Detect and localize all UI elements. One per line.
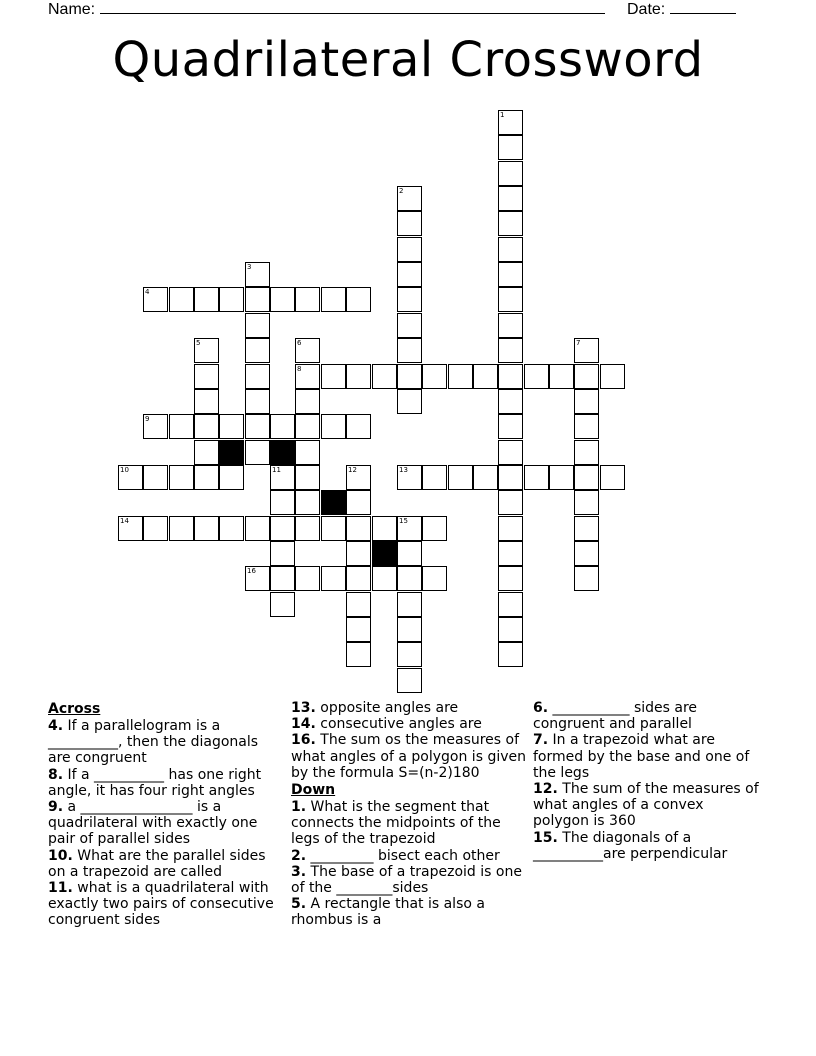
grid-cell[interactable] [498, 389, 523, 414]
grid-cell[interactable] [498, 110, 523, 135]
clue-item [48, 799, 284, 848]
grid-cell[interactable] [498, 516, 523, 541]
grid-cell[interactable] [372, 566, 397, 591]
grid-cell[interactable] [498, 186, 523, 211]
clue-text: In a trapezoid what are formed by the base and one of the legs [533, 732, 750, 781]
grid-cell[interactable] [498, 592, 523, 617]
grid-cell[interactable] [397, 364, 422, 389]
clue-item [291, 848, 527, 864]
grid-cell[interactable] [498, 262, 523, 287]
clue-text: If a parallelogram is a __________, then the diagonals are congruent [48, 718, 259, 767]
grid-cell[interactable] [372, 516, 397, 541]
clue-number: 12. [533, 781, 558, 798]
grid-cell[interactable] [473, 364, 498, 389]
grid-cell[interactable] [397, 313, 422, 338]
grid-cell[interactable] [245, 338, 270, 363]
grid-cell[interactable] [397, 262, 422, 287]
grid-cell[interactable] [422, 465, 447, 490]
clue-text: What is the segment that connects the midpoints of the legs of the trapezoid [291, 799, 501, 848]
grid-cell[interactable] [422, 566, 447, 591]
grid-cell[interactable] [270, 566, 295, 591]
clue-list-down-2 [533, 700, 763, 862]
clue-number: 16. [291, 732, 316, 749]
clue-item [533, 700, 763, 732]
grid-cell[interactable] [219, 465, 244, 490]
grid-cell[interactable] [245, 287, 270, 312]
grid-cell[interactable] [397, 465, 422, 490]
grid-cell[interactable] [194, 389, 219, 414]
grid-cell[interactable] [498, 414, 523, 439]
clue-item [48, 848, 284, 880]
grid-cell[interactable] [524, 465, 549, 490]
grid-cell[interactable] [346, 287, 371, 312]
grid-cell[interactable] [498, 642, 523, 667]
clue-item [533, 781, 763, 830]
grid-cell[interactable] [498, 135, 523, 160]
grid-cell[interactable] [245, 414, 270, 439]
grid-cell[interactable] [194, 440, 219, 465]
grid-cell[interactable] [498, 237, 523, 262]
black-square [270, 440, 295, 465]
grid-cell[interactable] [346, 465, 371, 490]
grid-cell[interactable] [219, 414, 244, 439]
grid-cell[interactable] [397, 186, 422, 211]
grid-cell[interactable] [245, 313, 270, 338]
grid-cell[interactable] [143, 287, 168, 312]
grid-cell[interactable] [321, 364, 346, 389]
grid-cell[interactable] [295, 490, 320, 515]
clue-number: 3. [291, 863, 307, 880]
clue-text: If a __________ has one right angle, it has four right angles [48, 766, 262, 799]
clue-text: The sum of the measures of what angles of a convex polygon is 360 [533, 781, 759, 830]
clue-text: The sum os the measures of what angles of a polygon is given by the formula S=(n-2)180 [291, 732, 526, 781]
clue-number-label: 10 [120, 466, 129, 474]
grid-cell[interactable] [169, 414, 194, 439]
clue-number: 1. [291, 799, 307, 816]
grid-cell[interactable] [245, 440, 270, 465]
grid-cell[interactable] [143, 516, 168, 541]
name-label: Name: [48, 1, 96, 18]
grid-cell[interactable] [346, 490, 371, 515]
clue-number-label: 2 [399, 187, 404, 195]
clue-text: A rectangle that is also a rhombus is a [291, 896, 485, 929]
grid-cell[interactable] [574, 490, 599, 515]
clue-item [291, 864, 527, 896]
grid-cell[interactable] [397, 617, 422, 642]
grid-cell[interactable] [397, 237, 422, 262]
clue-number: 9. [48, 799, 64, 816]
grid-cell[interactable] [397, 642, 422, 667]
clue-number: 13. [291, 700, 316, 716]
grid-cell[interactable] [194, 364, 219, 389]
grid-cell[interactable] [600, 465, 625, 490]
grid-cell[interactable] [397, 592, 422, 617]
clue-number: 7. [533, 732, 549, 749]
clue-number-label: 9 [145, 415, 150, 423]
clue-item [291, 716, 527, 732]
grid-cell[interactable] [194, 516, 219, 541]
grid-cell[interactable] [169, 465, 194, 490]
grid-cell[interactable] [194, 414, 219, 439]
clue-number: 6. [533, 700, 549, 716]
clue-text: What are the parallel sides on a trapezoid are called [48, 847, 266, 880]
grid-cell[interactable] [245, 566, 270, 591]
grid-cell[interactable] [372, 364, 397, 389]
grid-cell[interactable] [321, 516, 346, 541]
grid-cell[interactable] [397, 566, 422, 591]
grid-cell[interactable] [219, 516, 244, 541]
grid-cell[interactable] [346, 516, 371, 541]
grid-cell[interactable] [169, 287, 194, 312]
grid-cell[interactable] [295, 414, 320, 439]
clues-column-1 [48, 700, 284, 929]
clue-item [533, 830, 763, 862]
clue-number-label: 4 [145, 288, 150, 296]
clue-number-label: 5 [196, 339, 201, 347]
grid-cell[interactable] [295, 287, 320, 312]
clue-number-label: 13 [399, 466, 408, 474]
clues-column-2 [291, 700, 527, 929]
grid-cell[interactable] [498, 541, 523, 566]
grid-cell[interactable] [397, 516, 422, 541]
clue-number-label: 1 [500, 111, 505, 119]
black-square [372, 541, 397, 566]
grid-cell[interactable] [295, 465, 320, 490]
grid-cell[interactable] [574, 338, 599, 363]
clue-text: The base of a trapezoid is one of the ________sides [291, 863, 522, 897]
grid-cell[interactable] [448, 364, 473, 389]
grid-cell[interactable] [270, 541, 295, 566]
grid-cell[interactable] [346, 617, 371, 642]
grid-cell[interactable] [498, 465, 523, 490]
grid-cell[interactable] [574, 364, 599, 389]
grid-cell[interactable] [574, 414, 599, 439]
grid-cell[interactable] [397, 668, 422, 693]
clue-number: 10. [48, 847, 73, 864]
grid-cell[interactable] [245, 364, 270, 389]
grid-cell[interactable] [574, 541, 599, 566]
grid-cell[interactable] [473, 465, 498, 490]
across-heading: Across [48, 701, 101, 717]
clue-number: 14. [291, 716, 316, 733]
clue-text: consecutive angles are [315, 716, 482, 733]
grid-cell[interactable] [397, 389, 422, 414]
clue-list-down-1 [291, 799, 527, 929]
grid-cell[interactable] [346, 364, 371, 389]
down-heading: Down [291, 782, 336, 799]
page-title: Quadrilateral Crossword [112, 32, 704, 88]
grid-cell[interactable] [498, 287, 523, 312]
grid-cell[interactable] [219, 287, 244, 312]
clues-column-3 [533, 700, 763, 862]
grid-cell[interactable] [143, 414, 168, 439]
grid-cell[interactable] [295, 566, 320, 591]
grid-cell[interactable] [295, 364, 320, 389]
grid-cell[interactable] [448, 465, 473, 490]
clue-item [291, 700, 527, 716]
grid-cell[interactable] [295, 440, 320, 465]
grid-cell[interactable] [245, 389, 270, 414]
clue-number: 2. [291, 847, 307, 864]
grid-cell[interactable] [574, 566, 599, 591]
grid-cell[interactable] [194, 338, 219, 363]
clue-number: 4. [48, 718, 64, 734]
clue-number-label: 14 [120, 517, 129, 525]
grid-cell[interactable] [169, 516, 194, 541]
clue-number: 5. [291, 896, 307, 913]
clue-number-label: 6 [297, 339, 302, 347]
clue-item [48, 718, 284, 767]
grid-cell[interactable] [549, 364, 574, 389]
clue-text: a ________________ is a quadrilateral with exactly one pair of parallel sides [48, 799, 258, 848]
clue-text: opposite angles are [315, 700, 459, 716]
grid-cell[interactable] [498, 211, 523, 236]
grid-cell[interactable] [498, 617, 523, 642]
clue-text: _________ bisect each other [306, 847, 500, 864]
clue-number: 15. [533, 829, 558, 846]
grid-cell[interactable] [498, 364, 523, 389]
grid-cell[interactable] [346, 592, 371, 617]
black-square [219, 440, 244, 465]
grid-cell[interactable] [498, 566, 523, 591]
clue-text: The diagonals of a __________are perpendicular [533, 829, 728, 862]
clue-item [48, 767, 284, 799]
grid-cell[interactable] [346, 414, 371, 439]
grid-cell[interactable] [270, 592, 295, 617]
clue-number: 11. [48, 880, 73, 897]
grid-cell[interactable] [245, 516, 270, 541]
grid-cell[interactable] [295, 389, 320, 414]
clue-item [291, 732, 527, 781]
grid-cell[interactable] [321, 414, 346, 439]
clue-number-label: 12 [348, 466, 357, 474]
grid-cell[interactable] [346, 566, 371, 591]
grid-cell[interactable] [498, 338, 523, 363]
grid-cell[interactable] [574, 516, 599, 541]
clue-item [291, 896, 527, 928]
clue-number-label: 7 [576, 339, 581, 347]
clue-item [48, 880, 284, 929]
clue-list-across-2 [291, 700, 527, 781]
grid-cell[interactable] [346, 541, 371, 566]
grid-cell[interactable] [270, 287, 295, 312]
grid-cell[interactable] [194, 465, 219, 490]
clue-number-label: 15 [399, 517, 408, 525]
grid-cell[interactable] [498, 161, 523, 186]
grid-cell[interactable] [118, 516, 143, 541]
clue-number-label: 16 [247, 567, 256, 575]
grid-cell[interactable] [245, 262, 270, 287]
clue-number-label: 8 [297, 365, 302, 373]
grid-cell[interactable] [397, 541, 422, 566]
clue-number-label: 3 [247, 263, 252, 271]
grid-cell[interactable] [549, 465, 574, 490]
grid-cell[interactable] [498, 490, 523, 515]
clue-text: ___________ sides are congruent and parallel [533, 700, 698, 733]
grid-cell[interactable] [321, 566, 346, 591]
clue-number-label: 11 [272, 466, 281, 474]
grid-cell[interactable] [397, 338, 422, 363]
clue-item [291, 799, 527, 848]
grid-cell[interactable] [295, 516, 320, 541]
grid-cell[interactable] [194, 287, 219, 312]
clue-text: what is a quadrilateral with exactly two pairs of consecutive congruent sides [48, 880, 274, 929]
grid-cell[interactable] [397, 211, 422, 236]
grid-cell[interactable] [498, 440, 523, 465]
grid-cell[interactable] [321, 287, 346, 312]
grid-cell[interactable] [422, 516, 447, 541]
date-label: Date: [627, 1, 666, 18]
grid-cell[interactable] [397, 287, 422, 312]
grid-cell[interactable] [600, 364, 625, 389]
grid-cell[interactable] [498, 313, 523, 338]
grid-cell[interactable] [574, 465, 599, 490]
clue-item [533, 732, 763, 781]
grid-cell[interactable] [143, 465, 168, 490]
grid-cell[interactable] [422, 364, 447, 389]
grid-cell[interactable] [346, 642, 371, 667]
grid-cell[interactable] [270, 516, 295, 541]
grid-cell[interactable] [270, 465, 295, 490]
black-square [321, 490, 346, 515]
clue-number: 8. [48, 766, 64, 783]
grid-cell[interactable] [574, 440, 599, 465]
grid-cell[interactable] [295, 338, 320, 363]
grid-cell[interactable] [270, 414, 295, 439]
grid-cell[interactable] [270, 490, 295, 515]
clue-list-across-1 [48, 718, 284, 929]
grid-cell[interactable] [118, 465, 143, 490]
grid-cell[interactable] [524, 364, 549, 389]
grid-cell[interactable] [574, 389, 599, 414]
